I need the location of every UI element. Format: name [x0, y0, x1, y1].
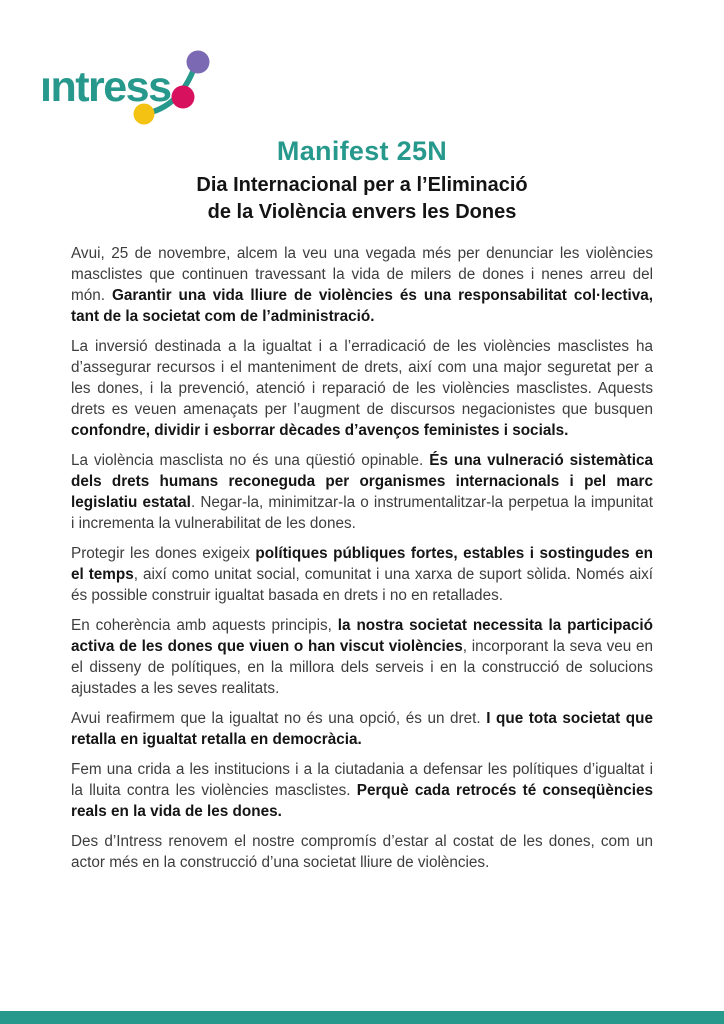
manifest-paragraph	[71, 615, 653, 699]
paragraph-text: Fem una crida a les institucions i a la ciutadania a defensar les polítiques d’igualtat i la lluita contra les violències masclistes.	[71, 761, 653, 799]
paragraph-text: La violència masclista no és una qüestió opinable.	[71, 452, 430, 469]
manifest-paragraph	[71, 708, 653, 750]
logo-wordmark: ıntress	[40, 63, 171, 111]
manifest-paragraph	[71, 831, 653, 873]
manifest-paragraph	[71, 336, 653, 441]
paragraph-bold-text: la nostra societat necessita la participació activa de les dones que viuen o han viscut violències	[71, 617, 653, 655]
intress-logo	[40, 34, 225, 132]
manifest-paragraph	[71, 450, 653, 534]
paragraph-text: Avui, 25 de novembre, alcem la veu una vegada més per denunciar les violències masclistes que continuen travessant la vida de milers de dones i nenes arreu del món.	[71, 245, 653, 304]
paragraph-text: La inversió destinada a la igualtat i a l’erradicació de les violències masclistes ha d’assegurar recursos i el manteniment de drets, així com una major seguretat per a les dones, i la prevenció, atenció i reparació de les violències masclistes. Aquests drets es veuen amenaçats per l’augment de discursos negacionistes que busquen	[71, 338, 653, 418]
paragraph-bold-text: I que tota societat que retalla en igualtat retalla en democràcia.	[71, 710, 653, 748]
paragraph-text: Avui reafirmem que la igualtat no és una opció, és un dret.	[71, 710, 487, 727]
subtitle-line-2: de la Violència envers les Dones	[207, 201, 517, 223]
page-title: Manifest 25N	[276, 136, 448, 166]
paragraph-text: , així como unitat social, comunitat i una xarxa de suport sòlida. Només així és possible construir igualtat basada en drets i no en retallades.	[71, 566, 654, 604]
paragraph-bold-text: Garantir una vida lliure de violències és una responsabilitat col·lectiva, tant de la societat com de l’administració.	[71, 287, 653, 325]
logo-dot-red-icon	[172, 86, 195, 109]
subtitle-line-1: Dia Internacional per a l’Eliminació	[196, 174, 528, 196]
paragraph-text: , incorporant la seva veu en el disseny de polítiques, en la millora dels serveis i en la construcció de solucions ajustades a les seves realitats.	[71, 638, 653, 697]
paragraph-text: En coherència amb aquests principis,	[71, 617, 338, 634]
logo-dot-purple-icon	[187, 51, 210, 74]
manifest-body	[71, 243, 653, 882]
page-subtitle	[0, 172, 724, 226]
paragraph-bold-text: polítiques públiques fortes, estables i sostingudes en el temps	[71, 545, 653, 583]
manifest-paragraph	[71, 243, 653, 327]
paragraph-text: Protegir les dones exigeix	[71, 545, 256, 562]
paragraph-bold-text: És una vulneració sistemàtica dels drets humans reconeguda per organismes internacionals i pel marc legislatiu estatal	[71, 452, 653, 511]
footer-accent-bar	[0, 1011, 724, 1024]
paragraph-text: Des d’Intress renovem el nostre compromís d’estar al costat de les dones, com un actor més en la construcció d’una societat lliure de violències.	[71, 833, 653, 871]
paragraph-bold-text: confondre, dividir i esborrar dècades d’avenços feministes i socials.	[71, 422, 569, 439]
manifest-paragraph	[71, 543, 653, 606]
manifest-paragraph	[71, 759, 653, 822]
paragraph-text: . Negar-la, minimitzar-la o instrumentalitzar-la perpetua la impunitat i incrementa la vulnerabilitat de les dones.	[71, 494, 653, 532]
paragraph-bold-text: Perquè cada retrocés té conseqüències reals en la vida de les dones.	[71, 782, 653, 820]
